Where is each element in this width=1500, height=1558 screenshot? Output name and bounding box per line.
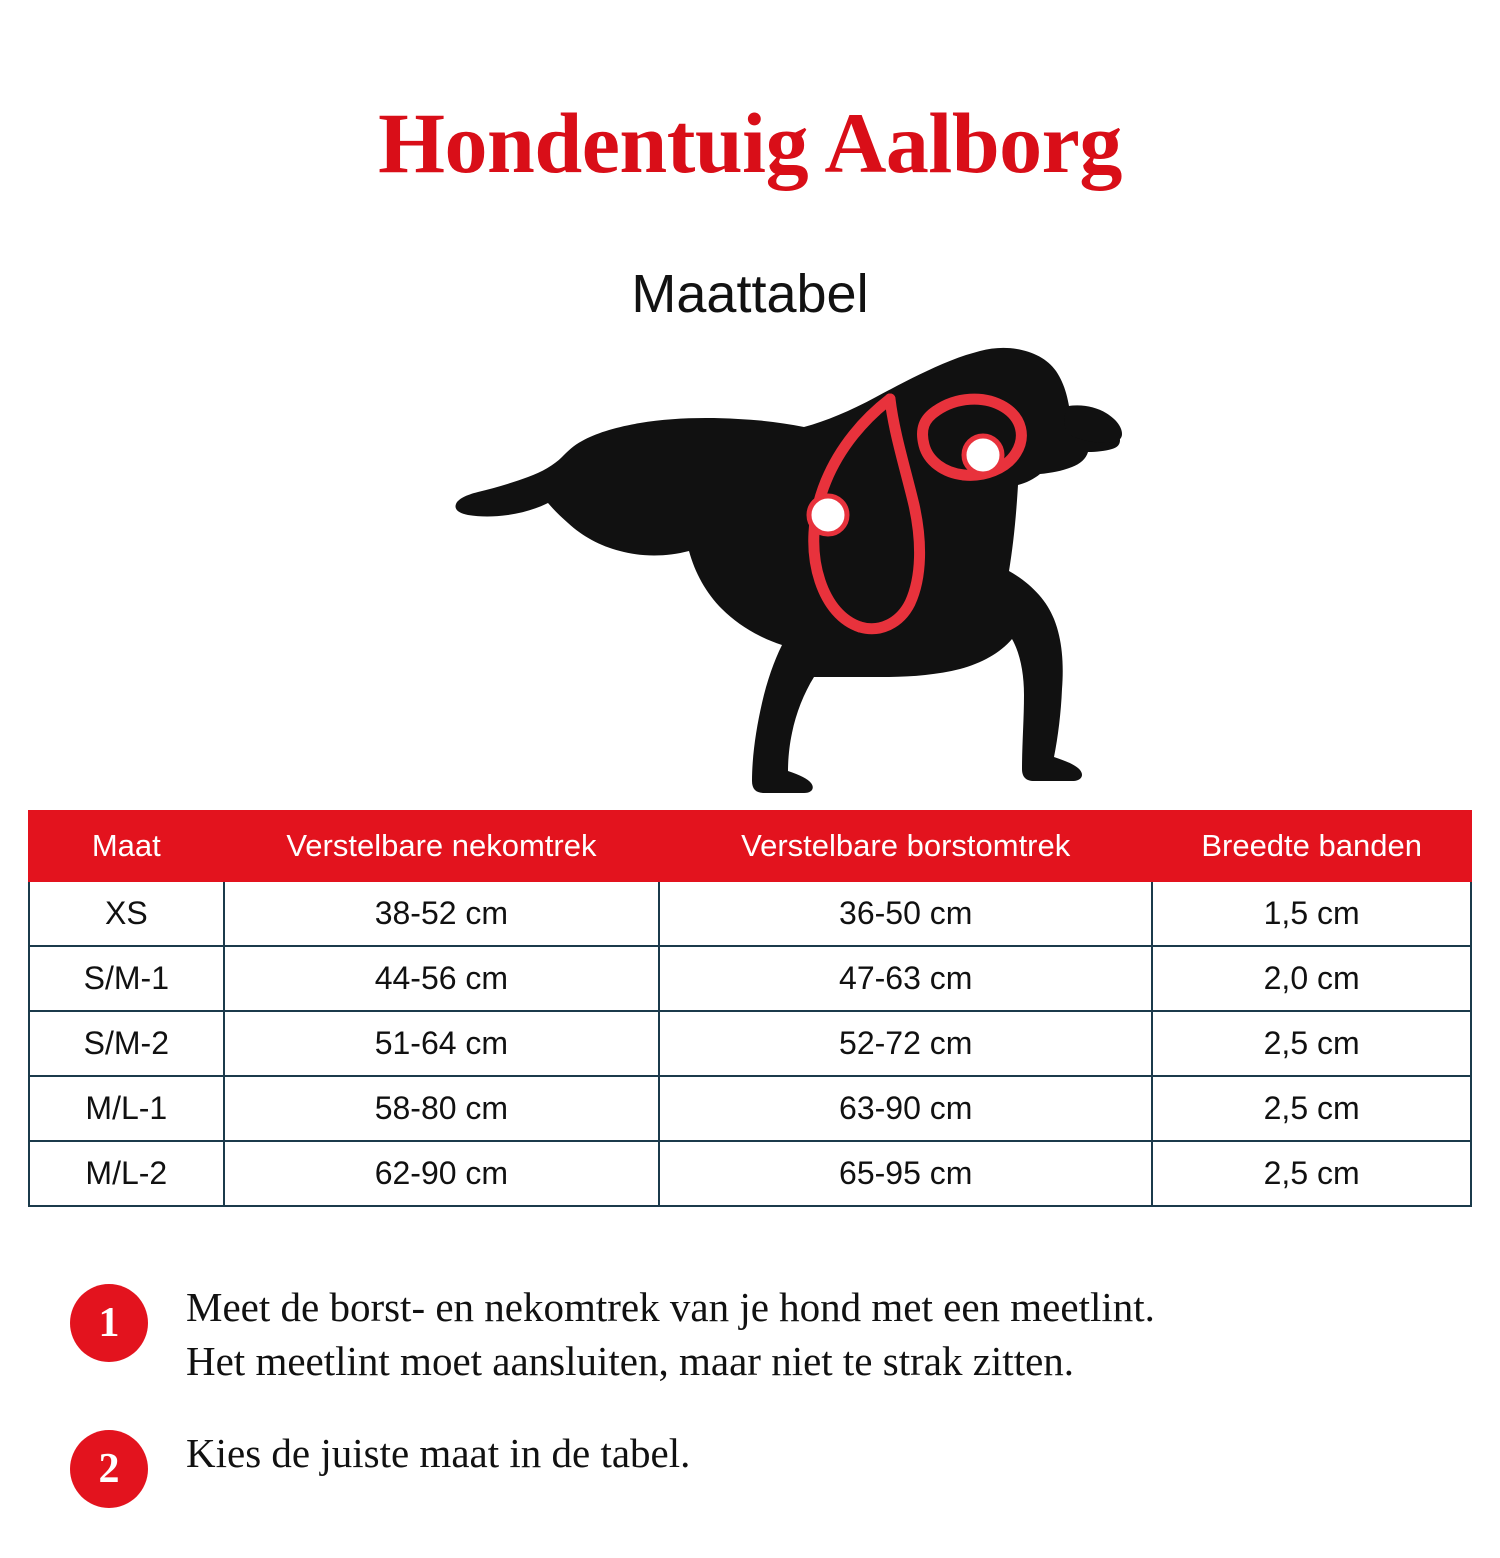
page-title: Hondentuig Aalborg xyxy=(378,94,1122,191)
cell-maat: M/L-1 xyxy=(29,1076,224,1141)
cell-maat: XS xyxy=(29,881,224,946)
size-table xyxy=(28,810,1472,1207)
step-1-line-2: Het meetlint moet aansluiten, maar niet te strak zitten. xyxy=(186,1337,1075,1384)
cell-borstomtrek: 47-63 cm xyxy=(659,946,1152,1011)
cell-breedte: 2,5 cm xyxy=(1152,1141,1471,1206)
table-row xyxy=(29,946,1471,1011)
cell-borstomtrek: 52-72 cm xyxy=(659,1011,1152,1076)
cell-nekomtrek: 62-90 cm xyxy=(224,1141,659,1206)
cell-borstomtrek: 63-90 cm xyxy=(659,1076,1152,1141)
step-2 xyxy=(70,1426,1460,1508)
step-1-line-1: Meet de borst- en nekomtrek van je hond met een meetlint. xyxy=(186,1283,1155,1330)
step-1 xyxy=(70,1280,1460,1388)
cell-breedte: 2,0 cm xyxy=(1152,946,1471,1011)
cell-maat: S/M-2 xyxy=(29,1011,224,1076)
marker-1-label: 1 xyxy=(976,443,990,469)
cell-nekomtrek: 38-52 cm xyxy=(224,881,659,946)
cell-breedte: 1,5 cm xyxy=(1152,881,1471,946)
cell-maat: M/L-2 xyxy=(29,1141,224,1206)
step-1-badge: 1 xyxy=(70,1284,148,1362)
dog-silhouette-svg xyxy=(370,333,1130,803)
step-2-line-1: Kies de juiste maat in de tabel. xyxy=(186,1429,691,1476)
cell-borstomtrek: 65-95 cm xyxy=(659,1141,1152,1206)
cell-nekomtrek: 51-64 cm xyxy=(224,1011,659,1076)
dog-body-shape xyxy=(456,348,1123,793)
column-header-maat: Maat xyxy=(29,811,224,881)
column-header-borstomtrek: Verstelbare borstomtrek xyxy=(659,811,1152,881)
dog-illustration xyxy=(0,333,1500,813)
column-header-nekomtrek: Verstelbare nekomtrek xyxy=(224,811,659,881)
size-chart-page xyxy=(0,58,1500,1558)
instruction-steps xyxy=(70,1280,1460,1546)
size-table-container xyxy=(28,810,1472,1207)
table-row xyxy=(29,1141,1471,1206)
column-header-breedte-banden: Breedte banden xyxy=(1152,811,1471,881)
step-2-text xyxy=(186,1426,690,1480)
marker-2 xyxy=(809,496,847,534)
table-row xyxy=(29,1076,1471,1141)
cell-breedte: 2,5 cm xyxy=(1152,1011,1471,1076)
table-header-row xyxy=(29,811,1471,881)
marker-1 xyxy=(964,436,1002,474)
marker-2-label: 2 xyxy=(821,503,835,529)
cell-nekomtrek: 58-80 cm xyxy=(224,1076,659,1141)
cell-borstomtrek: 36-50 cm xyxy=(659,881,1152,946)
cell-maat: S/M-1 xyxy=(29,946,224,1011)
page-subtitle: Maattabel xyxy=(631,264,869,325)
table-row xyxy=(29,881,1471,946)
cell-breedte: 2,5 cm xyxy=(1152,1076,1471,1141)
cell-nekomtrek: 44-56 cm xyxy=(224,946,659,1011)
step-2-badge: 2 xyxy=(70,1430,148,1508)
step-1-text xyxy=(186,1280,1155,1388)
table-row xyxy=(29,1011,1471,1076)
